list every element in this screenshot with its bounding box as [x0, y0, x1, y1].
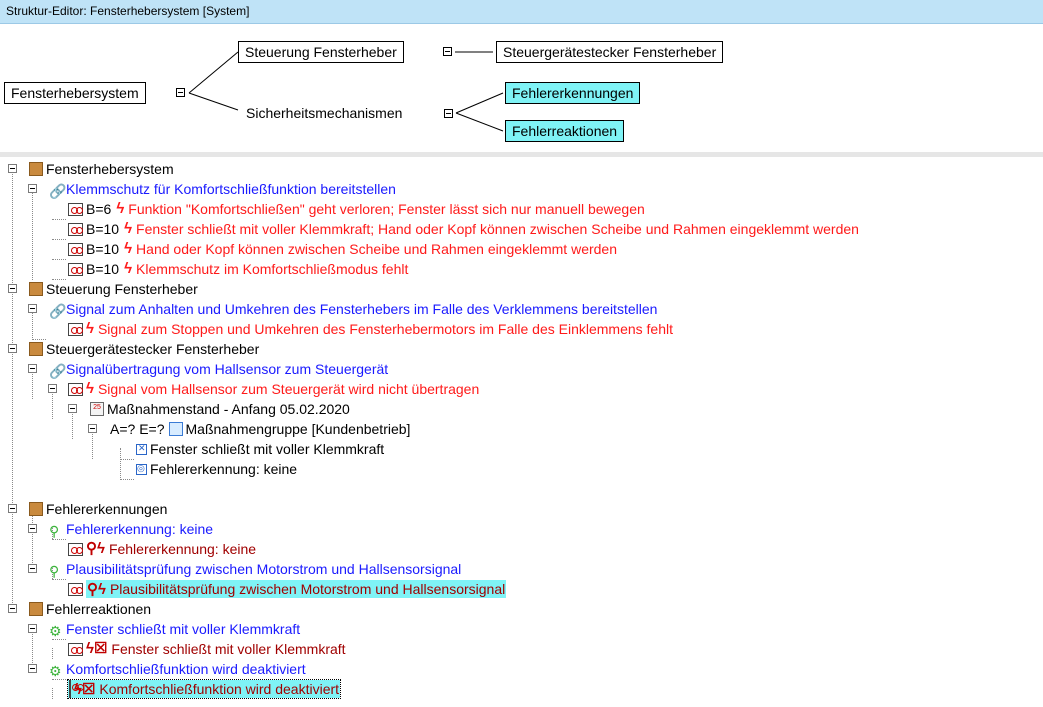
tree-item-measure[interactable]: ✕Fenster schließt mit voller Klemmkraft	[136, 440, 384, 460]
tree-item-function[interactable]: 🔗Signal zum Anhalten und Umkehren des Fensterhebers im Falle des Verklemmens bereitstellen	[49, 301, 658, 320]
collapse-toggle-sicherheit[interactable]	[444, 109, 453, 118]
structure-element-icon	[29, 502, 43, 516]
failure-effect-icon	[68, 583, 83, 596]
tree-item-function[interactable]: 🔗Signalübertragung vom Hallsensor zum Steuergerät	[49, 361, 389, 380]
tree-item-function[interactable]: ⚲ Plausibilitätsprüfung zwischen Motorstrom und Hallsensorsignal	[49, 561, 462, 580]
failure-effect-icon	[68, 243, 83, 256]
expand-toggle[interactable]	[8, 164, 17, 173]
tree-item-function[interactable]: 🔗Klemmschutz für Komfortschließfunktion bereitstellen	[49, 181, 396, 200]
detection-link-icon: ⚲	[49, 523, 60, 540]
detection-link-icon: ⚲	[49, 563, 60, 580]
expand-toggle[interactable]	[48, 384, 57, 393]
lightning-icon: ϟ	[124, 240, 133, 258]
failure-effect-icon	[68, 223, 83, 236]
splitter[interactable]	[0, 152, 1043, 157]
expand-toggle[interactable]	[28, 624, 37, 633]
expand-toggle[interactable]	[8, 284, 17, 293]
failure-effect-icon	[68, 323, 83, 336]
tree-connector	[120, 479, 134, 480]
expand-toggle[interactable]	[8, 604, 17, 613]
tree-item-failure[interactable]: B=10 ϟ Klemmschutz im Komfortschließmodus fehlt	[68, 260, 408, 280]
reaction-lightning-icon: ϟ☒	[74, 681, 96, 699]
collapse-toggle-steuerung[interactable]	[443, 47, 452, 56]
struct-node-root[interactable]: Fensterhebersystem	[4, 82, 146, 104]
struct-node-steuerung[interactable]: Steuerung Fensterheber	[238, 41, 404, 63]
window-title: Struktur-Editor: Fensterhebersystem [System]	[6, 4, 250, 18]
tree-connector	[52, 539, 66, 540]
tree-item-measure-status[interactable]: 25 Maßnahmenstand - Anfang 05.02.2020	[90, 400, 350, 420]
reaction-link-icon: ⚙	[49, 623, 62, 640]
tree-connector	[52, 259, 66, 260]
lightning-icon: ϟ	[124, 260, 133, 278]
tree-connector	[52, 648, 53, 659]
tree-item-failure-selected[interactable]: ϟ☒ Komfortschließfunktion wird deaktiviert	[68, 680, 340, 700]
expand-toggle[interactable]	[28, 364, 37, 373]
detection-measure-icon	[136, 464, 147, 475]
expand-toggle[interactable]	[88, 424, 97, 433]
struct-node-sicherheit[interactable]: Sicherheitsmechanismen	[246, 105, 403, 121]
tree-item-failure[interactable]: ⚲ϟ Fehlererkennung: keine	[68, 540, 256, 560]
expand-toggle[interactable]	[28, 184, 37, 193]
title-bar	[0, 0, 1043, 24]
expand-toggle[interactable]	[28, 664, 37, 673]
failure-tree	[0, 160, 1043, 707]
tree-item-failure[interactable]: ϟ Signal zum Stoppen und Umkehren des Fensterhebermotors im Falle des Einklemmens fehlt	[68, 320, 673, 340]
structure-element-icon	[29, 282, 43, 296]
tree-connector	[52, 639, 66, 640]
detection-lightning-icon: ⚲ϟ	[87, 581, 106, 599]
expand-toggle[interactable]	[28, 564, 37, 573]
tree-connector	[120, 448, 121, 480]
structure-element-icon	[29, 342, 43, 356]
tree-connector	[32, 188, 33, 280]
struct-node-fehlerreaktionen[interactable]: Fehlerreaktionen	[505, 120, 624, 142]
lightning-icon: ϟ	[116, 200, 125, 218]
expand-toggle[interactable]	[8, 344, 17, 353]
function-link-icon: 🔗	[49, 363, 67, 380]
tree-item-n1[interactable]: Fensterhebersystem	[29, 160, 174, 180]
tree-item-n4[interactable]: Fehlererkennungen	[29, 500, 167, 520]
lightning-icon: ϟ	[124, 220, 133, 238]
expand-toggle[interactable]	[68, 404, 77, 413]
failure-effect-icon	[68, 543, 83, 556]
collapse-toggle-root[interactable]	[176, 88, 185, 97]
structure-element-icon	[29, 162, 43, 176]
tree-item-failure[interactable]: B=10 ϟ Fenster schließt mit voller Klemmkraft; Hand oder Kopf können zwischen Scheibe und Rahmen eingeklemmt werden	[68, 220, 859, 240]
function-link-icon: 🔗	[49, 183, 67, 200]
tree-item-failure-highlighted[interactable]: ⚲ϟ Plausibilitätsprüfung zwischen Motorstrom und Hallsensorsignal	[68, 580, 506, 600]
expand-toggle[interactable]	[28, 524, 37, 533]
tree-connector	[52, 688, 53, 699]
tree-connector	[120, 459, 134, 460]
structure-element-icon	[29, 602, 43, 616]
expand-toggle[interactable]	[8, 504, 17, 513]
reaction-lightning-icon: ϟ☒	[86, 640, 108, 658]
failure-effect-icon	[68, 203, 83, 216]
failure-effect-icon	[68, 383, 83, 396]
lightning-icon: ϟ	[86, 380, 94, 398]
tree-item-failure[interactable]: B=6 ϟ Funktion "Komfortschließen" geht verloren; Fenster lässt sich nur manuell bewegen	[68, 200, 645, 220]
tree-item-measure[interactable]: ◎Fehlererkennung: keine	[136, 460, 297, 480]
reaction-link-icon: ⚙	[49, 663, 62, 680]
tree-item-n3[interactable]: Steuergerätestecker Fensterheber	[29, 340, 259, 360]
function-link-icon: 🔗	[49, 303, 67, 320]
tree-item-function[interactable]: ⚙ Komfortschließfunktion wird deaktiviert	[49, 661, 306, 680]
avoidance-measure-icon	[136, 444, 147, 455]
failure-effect-icon	[68, 643, 83, 656]
lightning-icon: ϟ	[86, 320, 94, 338]
struct-node-fehlererkennungen[interactable]: Fehlererkennungen	[505, 82, 640, 104]
failure-effect-icon	[68, 263, 83, 276]
tree-item-failure[interactable]: ϟ Signal vom Hallsensor zum Steuergerät wird nicht übertragen	[68, 380, 479, 400]
tree-item-failure[interactable]: ϟ☒ Fenster schließt mit voller Klemmkraft	[68, 640, 346, 660]
tree-connector	[12, 168, 13, 609]
tree-connector	[52, 219, 66, 220]
tree-item-failure[interactable]: B=10 ϟ Hand oder Kopf können zwischen Scheibe und Rahmen eingeklemmt werden	[68, 240, 617, 260]
tree-item-n2[interactable]: Steuerung Fensterheber	[29, 280, 198, 300]
tree-item-n5[interactable]: Fehlerreaktionen	[29, 600, 151, 620]
tree-item-measure-group[interactable]: A=? E=? Maßnahmengruppe [Kundenbetrieb]	[110, 421, 411, 438]
detection-lightning-icon: ⚲ϟ	[86, 540, 105, 558]
structure-graph	[0, 25, 1043, 152]
tree-connector	[32, 628, 33, 665]
struct-node-stecker[interactable]: Steuergerätestecker Fensterheber	[496, 41, 723, 63]
expand-toggle[interactable]	[28, 304, 37, 313]
tree-connector	[52, 679, 66, 680]
tree-connector	[52, 579, 66, 580]
failure-effect-icon	[69, 680, 71, 698]
tree-item-function[interactable]: ⚙ Fenster schließt mit voller Klemmkraft	[49, 621, 301, 640]
tree-item-function[interactable]: ⚲ Fehlererkennung: keine	[49, 521, 214, 540]
tree-connector	[52, 239, 66, 240]
document-stack-icon	[169, 422, 183, 436]
calendar-icon: 25	[90, 402, 104, 416]
